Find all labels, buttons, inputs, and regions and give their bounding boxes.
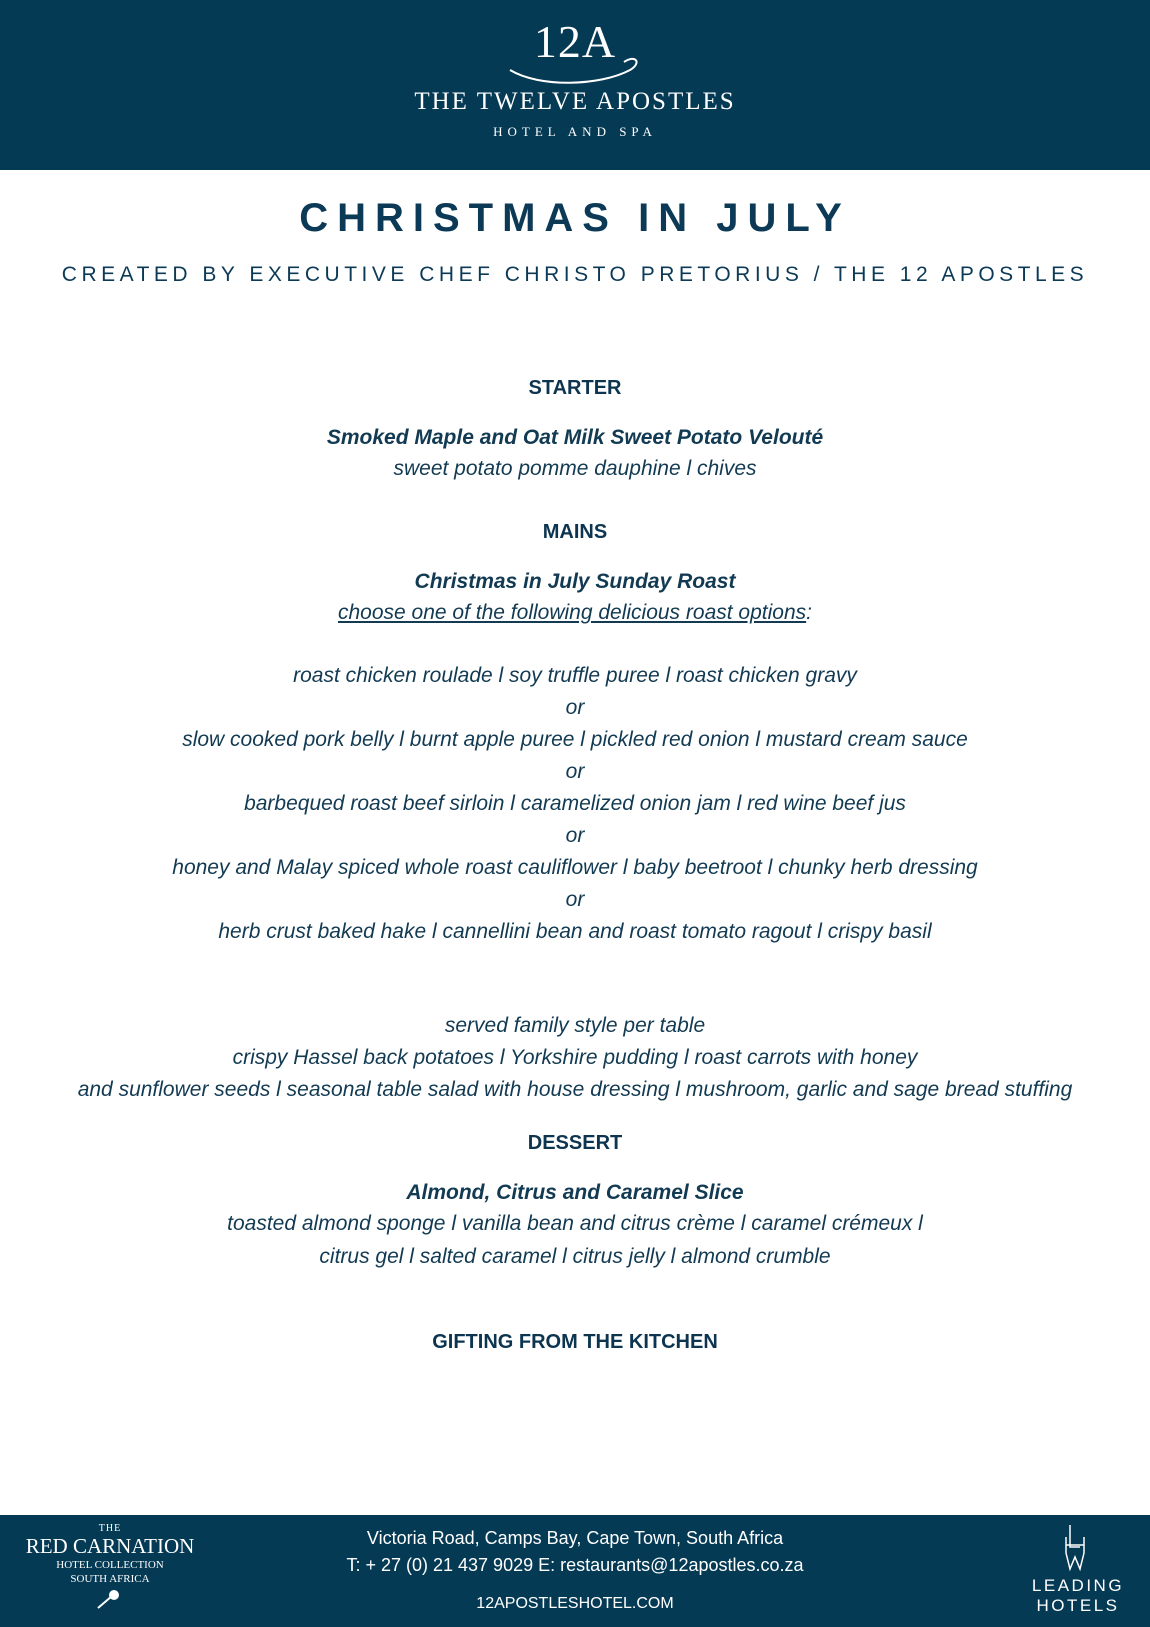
section-heading-mains: MAINS: [542, 521, 608, 543]
dessert-dish-name: Almond, Citrus and Caramel Slice: [406, 1181, 744, 1204]
or-separator: or: [565, 760, 585, 783]
choose-colon: :: [806, 601, 812, 624]
header-banner: [0, 0, 1150, 170]
section-heading-dessert: DESSERT: [527, 1132, 623, 1154]
or-separator: or: [565, 824, 585, 847]
starter-dish-description: sweet potato pomme dauphine l chives: [393, 457, 757, 480]
rc-the: THE: [98, 1523, 122, 1534]
roast-option-1: roast chicken roulade l soy truffle puree l roast chicken gravy: [293, 664, 857, 687]
rc-name: RED CARNATION: [25, 1534, 195, 1558]
page-title: CHRISTMAS IN JULY: [299, 196, 851, 240]
hotel-subtitle: HOTEL AND SPA: [493, 124, 657, 139]
roast-option-2: slow cooked pork belly l burnt apple puree l pickled red onion l mustard cream sauce: [182, 728, 968, 751]
or-separator: or: [565, 888, 585, 911]
roast-option-3: barbequed roast beef sirloin l caramelized onion jam l red wine beef jus: [244, 792, 906, 815]
family-style-line-2: and sunflower seeds l seasonal table salad with house dressing l mushroom, garlic and sage bread stuffing: [77, 1078, 1073, 1101]
dessert-description-2: citrus gel l salted caramel l citrus jelly l almond crumble: [319, 1245, 831, 1268]
mains-dish-name: Christmas in July Sunday Roast: [414, 570, 736, 593]
footer-phone-email: T: + 27 (0) 21 437 9029 E: restaurants@12apostles.co.za: [346, 1555, 804, 1575]
footer-website-link[interactable]: 12APOSTLESHOTEL.COM: [476, 1595, 674, 1612]
mains-choose-instruction: [0, 596, 1150, 630]
logo-swoosh-icon: [500, 30, 650, 90]
family-style-intro: served family style per table: [444, 1014, 706, 1037]
footer-address: Victoria Road, Camps Bay, Cape Town, South Africa: [366, 1528, 784, 1548]
page-subtitle: CREATED BY EXECUTIVE CHEF CHRISTO PRETORIUS / THE 12 APOSTLES: [61, 263, 1089, 286]
footer-contact-block: [0, 1525, 1150, 1579]
rc-line-1: HOTEL COLLECTION: [56, 1559, 164, 1571]
choose-text: choose one of the following delicious roast options: [338, 601, 807, 624]
leading-text: LEADING: [1031, 1576, 1125, 1595]
dessert-description-1: toasted almond sponge l vanilla bean and citrus crème l caramel crémeux l: [227, 1212, 923, 1235]
lhw-monogram-icon: [1058, 1523, 1098, 1571]
starter-dish-name: Smoked Maple and Oat Milk Sweet Potato Velouté: [326, 426, 824, 449]
hotel-name: THE TWELVE APOSTLES: [414, 88, 736, 115]
family-style-line-1: crispy Hassel back potatoes l Yorkshire pudding l roast carrots with honey: [232, 1046, 918, 1069]
section-heading-starter: STARTER: [528, 377, 622, 399]
rc-line-2: SOUTH AFRICA: [70, 1573, 150, 1585]
hotels-text: HOTELS: [1036, 1596, 1120, 1615]
section-heading-gifting: GIFTING FROM THE KITCHEN: [432, 1331, 718, 1353]
or-separator: or: [565, 696, 585, 719]
leading-hotels-logo: [1028, 1523, 1128, 1616]
roast-option-4: honey and Malay spiced whole roast cauliflower l baby beetroot l chunky herb dressing: [172, 856, 978, 879]
footer-bar: [0, 1515, 1150, 1627]
roast-option-5: herb crust baked hake l cannellini bean and roast tomato ragout l crispy basil: [218, 920, 932, 943]
hotel-logo-mark: 12A: [533, 16, 617, 67]
menu-body: [0, 375, 1150, 1355]
